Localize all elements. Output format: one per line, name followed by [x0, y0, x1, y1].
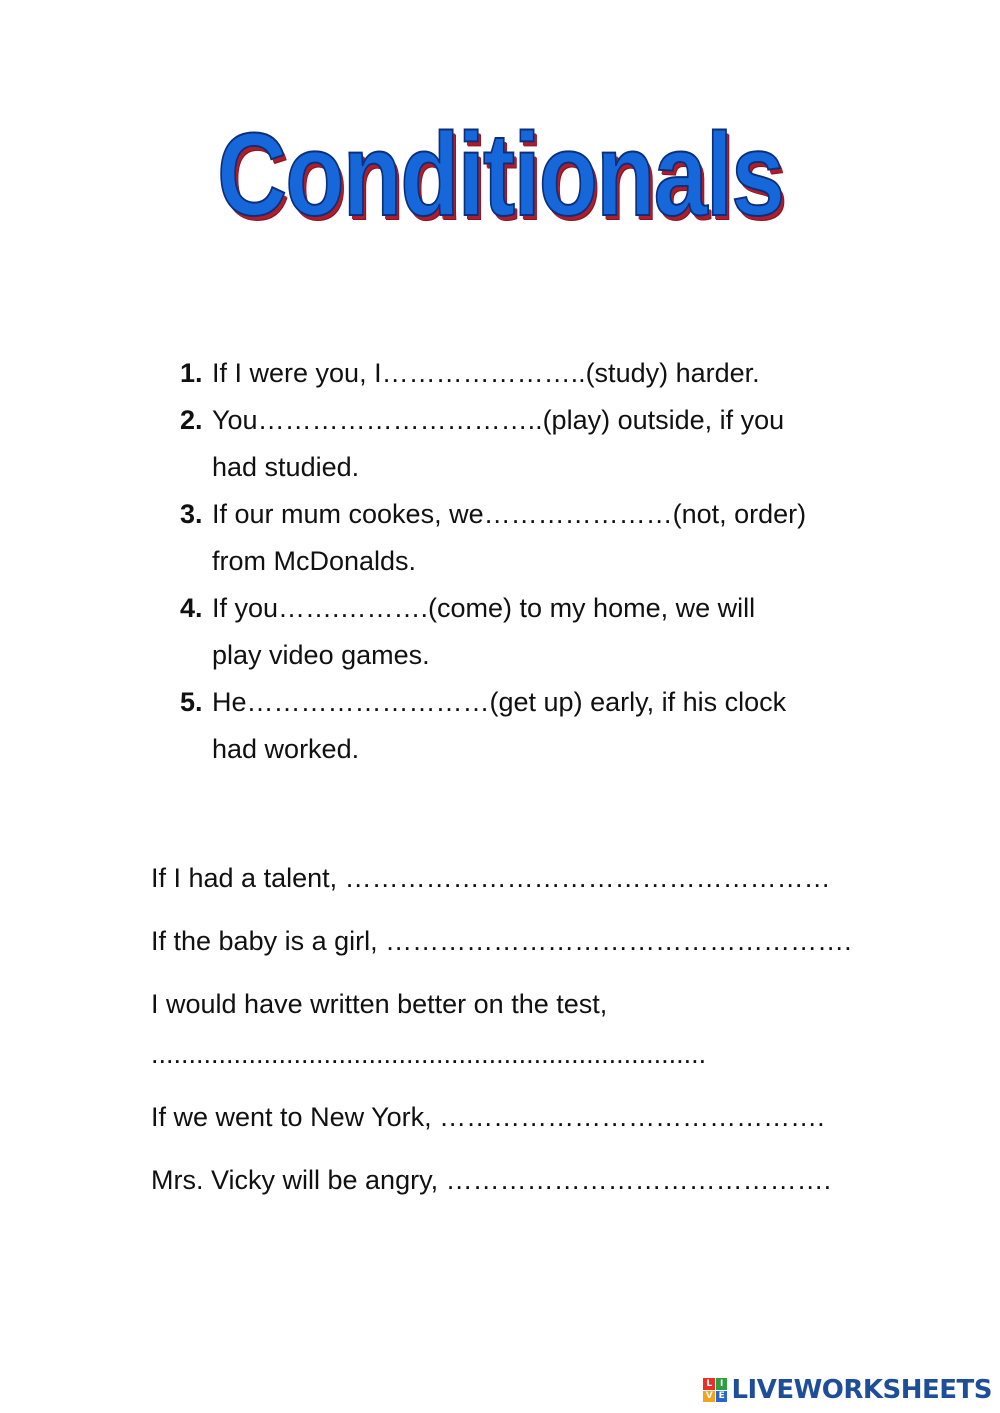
item-number: 4. — [180, 593, 203, 623]
completion-line-4: If we went to New York, ……………………………………. — [151, 1102, 825, 1132]
item-text-continued: had studied. — [212, 452, 360, 482]
completion-line-2: If the baby is a girl, ……………………………………………. — [151, 926, 852, 956]
exercise-item-1 — [180, 350, 860, 397]
brand-name: LIVEWORKSHEETS — [731, 1375, 992, 1405]
item-text: You…………………………..(play) outside, if you — [212, 405, 785, 435]
exercise-item-3 — [180, 491, 860, 585]
item-text: If our mum cookes, we…………………(not, order) — [212, 499, 807, 529]
liveworksheets-brand — [703, 1375, 992, 1405]
item-number: 1. — [180, 358, 203, 388]
logo-letter: V — [703, 1391, 715, 1403]
worksheet-title: Conditionals — [216, 109, 784, 241]
completion-line-3-blank: .......................................................................... — [151, 1039, 707, 1069]
exercise-item-2 — [180, 397, 860, 491]
completion-line-1: If I had a talent, ……………………………………………… — [151, 863, 831, 893]
item-text-continued: from McDonalds. — [212, 546, 417, 576]
item-text-continued: had worked. — [212, 734, 360, 764]
title-container — [0, 100, 1000, 250]
item-text: He………………………(get up) early, if his clock — [212, 687, 787, 717]
logo-letter: I — [716, 1378, 728, 1390]
item-number: 3. — [180, 499, 203, 529]
item-number: 5. — [180, 687, 203, 717]
liveworksheets-logo-icon — [703, 1378, 727, 1402]
exercise-item-5 — [180, 679, 860, 773]
sentence-completion-section — [151, 853, 871, 1218]
item-text: If I were you, I…………………..(study) harder. — [212, 358, 760, 388]
item-text-continued: play video games. — [212, 640, 430, 670]
logo-letter: E — [716, 1391, 728, 1403]
item-number: 2. — [180, 405, 203, 435]
exercise-list — [180, 350, 860, 773]
completion-line-3: I would have written better on the test, — [151, 989, 608, 1019]
completion-line-5: Mrs. Vicky will be angry, ……………………………………. — [151, 1165, 832, 1195]
exercise-item-4 — [180, 585, 860, 679]
logo-letter: L — [703, 1378, 715, 1390]
item-text: If you…….……….(come) to my home, we will — [212, 593, 756, 623]
